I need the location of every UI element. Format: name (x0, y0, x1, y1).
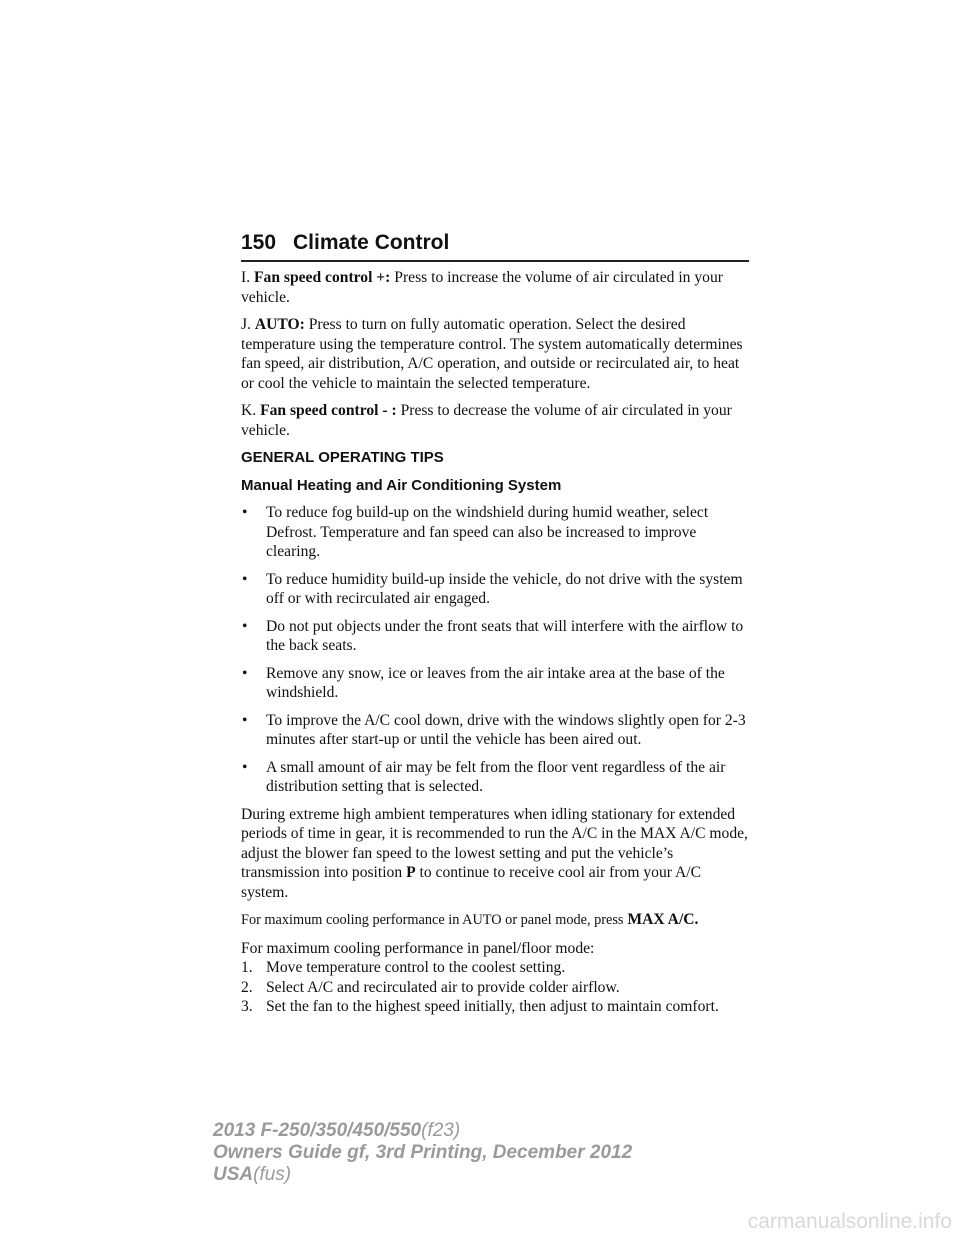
bullet-icon: • (242, 758, 248, 776)
bullet-icon: • (242, 617, 248, 635)
tip-text: To improve the A/C cool down, drive with the windows slightly open for 2-3 minutes after start-up or until the vehicle has been aired out. (266, 711, 746, 748)
section-title: Climate Control (293, 231, 450, 254)
item-j-letter: J. (241, 316, 251, 333)
list-item (241, 503, 751, 562)
park-position: P (406, 864, 416, 881)
panel-floor-instructions (241, 939, 751, 1017)
tip-text: To reduce humidity build-up inside the vehicle, do not drive with the system off or with recirculated air engaged. (266, 570, 743, 607)
tip-text: Remove any snow, ice or leaves from the air intake area at the base of the windshield. (266, 664, 725, 701)
footer-market-code: (fus) (253, 1164, 292, 1185)
bullet-icon: • (242, 570, 248, 588)
list-item (241, 711, 751, 750)
footer-model-line (213, 1120, 632, 1142)
step-text: Select A/C and recirculated air to provide colder airflow. (266, 978, 620, 996)
extreme-temperature-paragraph (241, 805, 751, 903)
list-item (241, 978, 751, 998)
item-j-label: AUTO: (254, 316, 305, 333)
extreme-text-before: During extreme high ambient temperatures when idling stationary for extended periods of time in gear, it is recommended to run the A/C in the MAX A/C mode, adjust the blower fan speed to the lowest setting and put the vehicle’s transmission into position (241, 805, 748, 881)
item-k-label: Fan speed control - : (260, 402, 397, 419)
max-ac-text: For maximum cooling performance in AUTO or panel mode, press (241, 912, 624, 928)
panel-floor-intro: For maximum cooling performance in panel/floor mode: (241, 939, 595, 957)
general-tips-heading: GENERAL OPERATING TIPS (241, 449, 444, 466)
footer-market: USA (213, 1164, 254, 1185)
list-item (241, 570, 751, 609)
step-number: 2. (241, 978, 253, 996)
bullet-icon: • (242, 504, 248, 521)
page-number: 150 (241, 231, 277, 254)
item-k (241, 401, 751, 440)
page-footer (213, 1120, 632, 1186)
steps-list (241, 958, 751, 1017)
list-item (241, 758, 751, 797)
step-text: Set the fan to the highest speed initially, then adjust to maintain comfort. (266, 998, 719, 1015)
item-i-label: Fan speed control +: (254, 269, 391, 286)
item-i (241, 268, 751, 307)
item-k-letter: K. (241, 402, 257, 419)
tip-text: Do not put objects under the front seats that will interfere with the airflow to the back seats. (266, 617, 744, 654)
footer-guide: Owners Guide gf, 3rd Printing, December 2012 (213, 1142, 633, 1163)
page-header (241, 228, 749, 262)
max-ac-paragraph (241, 910, 751, 931)
footer-market-line (213, 1164, 632, 1186)
item-i-letter: I. (241, 269, 251, 286)
item-i-text: Press to increase the volume of air circulated in your vehicle. (241, 269, 723, 306)
bullet-icon: • (242, 664, 248, 682)
max-ac-label: MAX A/C. (627, 911, 699, 928)
extreme-text-after: to continue to receive cool air from your A/C system. (241, 864, 701, 901)
watermark: carmanualsonline.info (747, 1210, 952, 1233)
list-item (241, 664, 751, 703)
step-number: 1. (241, 959, 253, 976)
footer-model-code: (f23) (421, 1120, 461, 1141)
footer-model: 2013 F-250/350/450/550 (213, 1120, 422, 1141)
step-number: 3. (241, 998, 253, 1015)
item-j (241, 315, 751, 393)
tip-text: To reduce fog build-up on the windshield during humid weather, select Defrost. Temperature and fan speed can also be increased to improve clearing. (266, 504, 709, 560)
list-item (241, 617, 751, 656)
item-k-text: Press to decrease the volume of air circulated in your vehicle. (241, 402, 732, 439)
manual-system-subheading: Manual Heating and Air Conditioning System (241, 477, 562, 494)
step-text: Move temperature control to the coolest setting. (266, 959, 566, 976)
item-j-text: Press to turn on fully automatic operation. Select the desired temperature using the temperature control. The system automatically determines fan speed, air distribution, A/C operation, and outside or recirculated air, to heat or cool the vehicle to maintain the selected temperature. (241, 316, 743, 392)
list-item (241, 997, 751, 1017)
tips-list (241, 503, 751, 797)
page-content (241, 268, 751, 1017)
tip-text: A small amount of air may be felt from the floor vent regardless of the air distribution setting that is selected. (266, 758, 726, 795)
bullet-icon: • (242, 711, 248, 729)
list-item (241, 958, 751, 978)
